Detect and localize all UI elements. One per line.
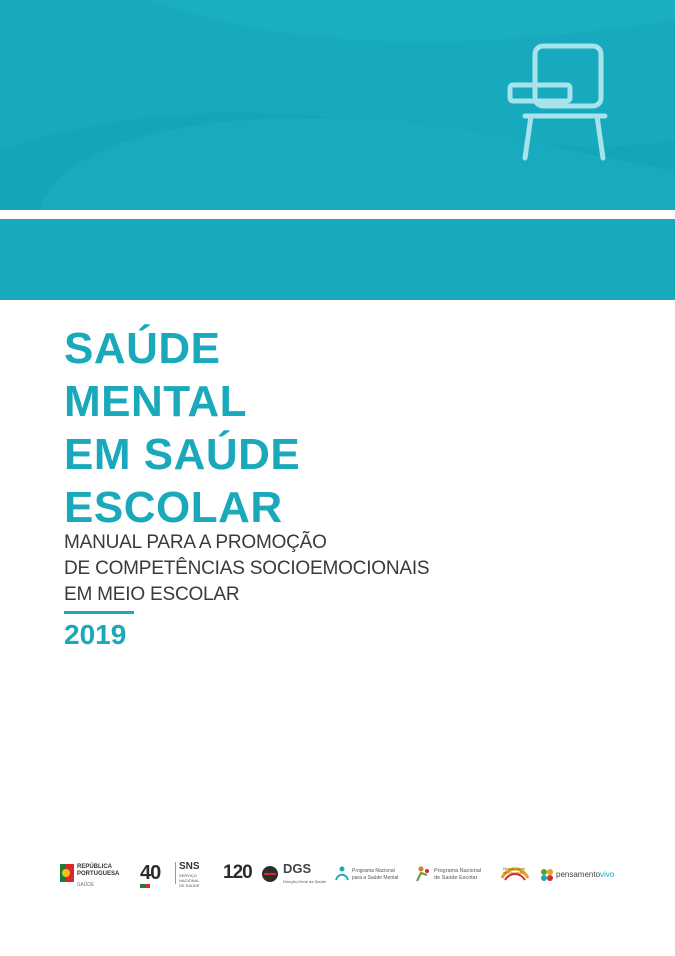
pnse-text: Programa Nacional de Saúde Escolar (434, 868, 482, 881)
pnse-figure-icon (415, 865, 431, 883)
subtitle-line-3: EM MEIO ESCOLAR (64, 584, 240, 605)
dgs-120-logo (223, 858, 281, 892)
pensamento-vivo-logo (540, 858, 620, 892)
forty-years-mark-icon (140, 884, 150, 888)
cover-subtitle (64, 530, 429, 608)
cover-banner-bottom (0, 219, 675, 300)
pnsm-figure-icon (335, 866, 349, 882)
forty-years-logo (140, 858, 172, 892)
republica-text: REPÚBLICA PORTUGUESA (77, 864, 120, 877)
republica-emblem-icon (60, 864, 74, 882)
vivo-word: vivo (600, 870, 615, 879)
sns-text: SNS (179, 861, 200, 872)
republica-portuguesa-logo (60, 858, 130, 892)
pnsm-logo (335, 858, 405, 892)
title-line-4: ESCOLAR (64, 483, 283, 532)
title-line-1: SAÚDE (64, 324, 221, 373)
sns-logo (175, 858, 217, 892)
republica-sub-text: SAÚDE (77, 882, 95, 888)
title-line-3: EM SAÚDE (64, 430, 301, 479)
dge-text: Direção-Geral da Educação (503, 867, 525, 875)
subtitle-line-1: MANUAL PARA A PROMOÇÃO (64, 532, 327, 553)
pensamento-vivo-dots-icon (540, 868, 554, 882)
pensamento-word: pensamento (556, 870, 601, 879)
pnse-logo (415, 858, 495, 892)
school-desk-icon (505, 40, 615, 165)
partner-logos (60, 858, 620, 892)
dgs-text: DGS (283, 861, 312, 876)
forty-years-number: 40 (140, 862, 161, 884)
banner-divider (0, 210, 675, 219)
dgs-120-mark-icon (261, 865, 279, 883)
cover-banner-top (0, 0, 675, 210)
publication-year: 2019 (64, 619, 127, 650)
year-rule (64, 611, 134, 614)
pensamento-vivo-text (556, 870, 614, 879)
dgs-logo (283, 858, 329, 892)
sns-sub-text: SERVIÇO NACIONAL DE SAÚDE (179, 873, 200, 888)
dgs-120-number: 120 (223, 862, 252, 883)
title-line-2: MENTAL (64, 377, 248, 426)
pnsm-text: Programa Nacional para a Saúde Mental (352, 868, 399, 881)
subtitle-line-2: DE COMPETÊNCIAS SOCIOEMOCIONAIS (64, 558, 430, 579)
dgs-sub-text: Direção-Geral da Saúde (283, 879, 327, 884)
dge-logo (500, 858, 532, 892)
cover-title (64, 322, 300, 534)
